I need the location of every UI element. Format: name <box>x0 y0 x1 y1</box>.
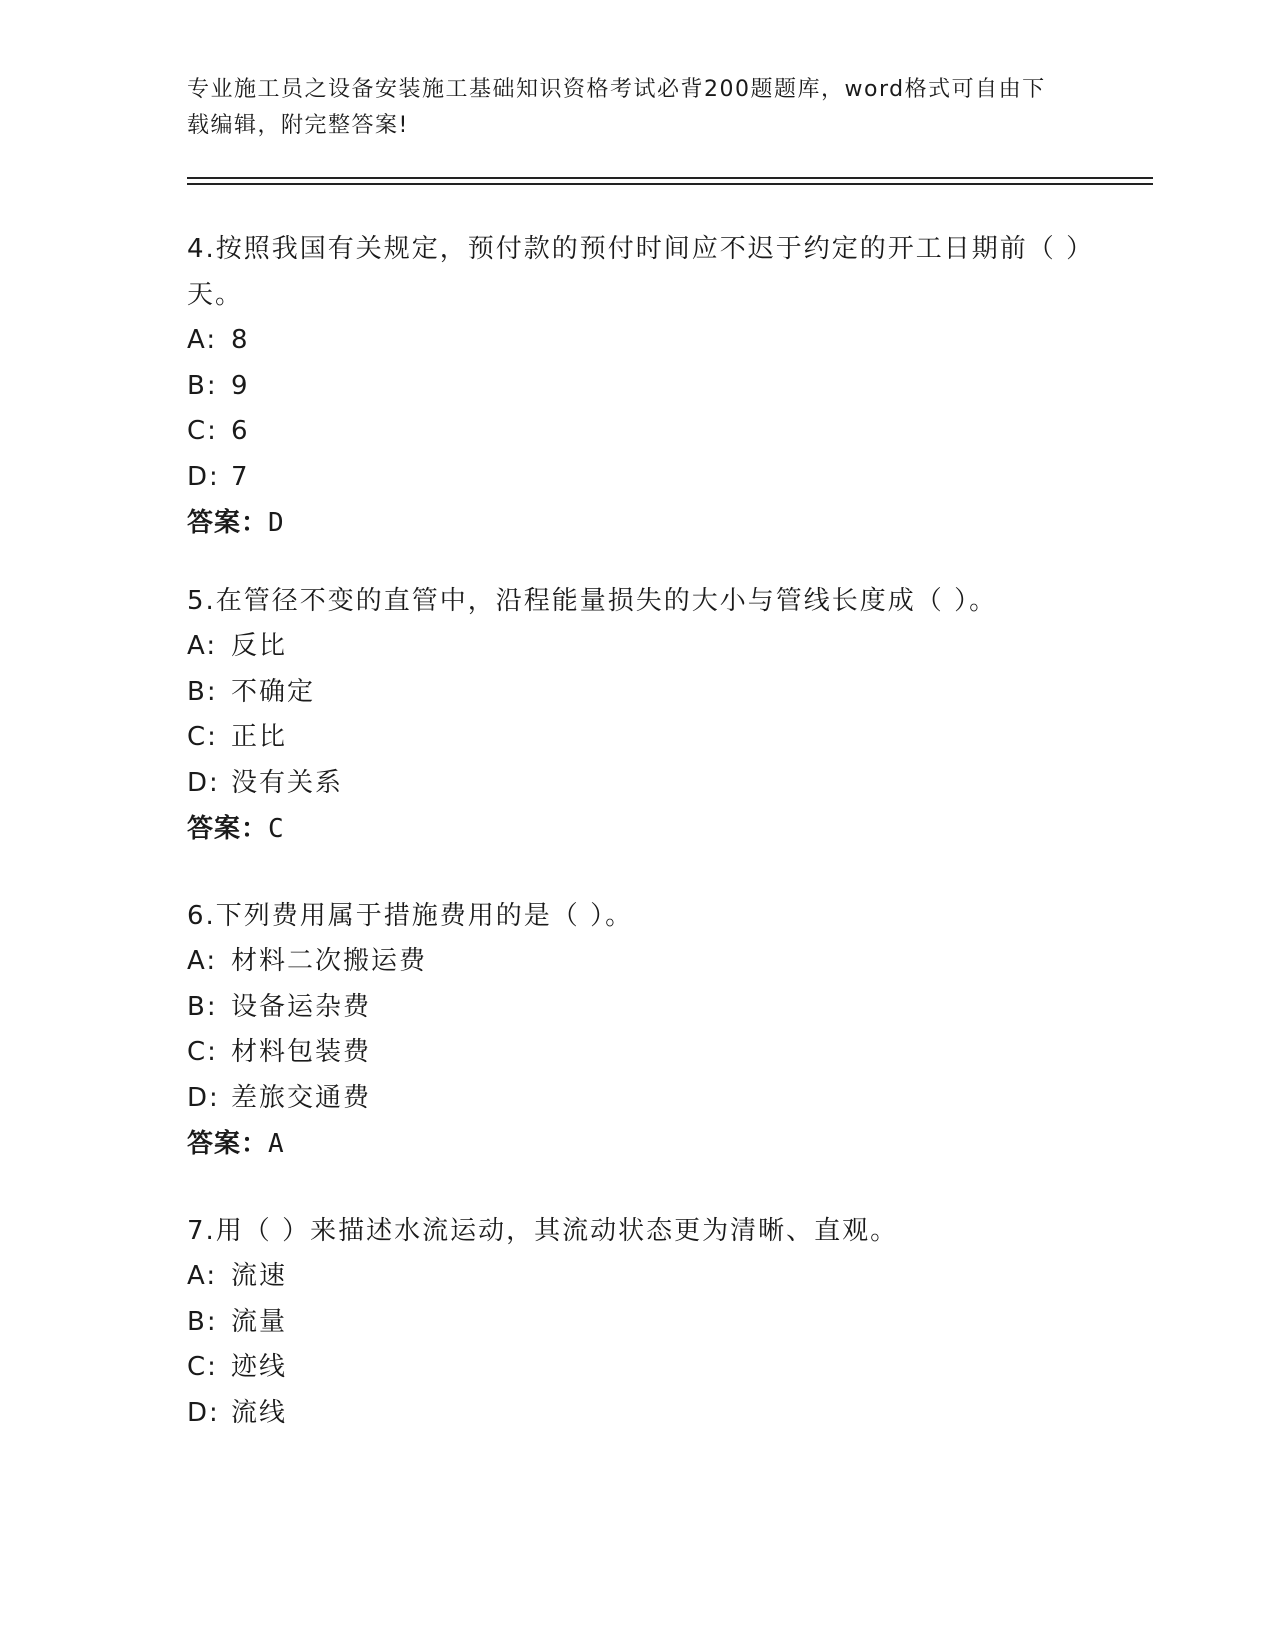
option-c <box>187 1030 1087 1076</box>
option-text: 流量 <box>231 1306 288 1337</box>
question-6 <box>187 893 1087 1167</box>
option-b <box>187 364 1087 410</box>
question-stem: 6.下列费用属于措施费用的是（ ）。 <box>187 901 634 931</box>
option-b <box>187 1300 1087 1346</box>
answer-value: A <box>268 1129 285 1159</box>
document-header: 专业施工员之设备安装施工基础知识资格考试必背200题题库，word格式可自由下载编辑，附完整答案! <box>187 77 1046 138</box>
option-key: B: <box>187 370 218 401</box>
question-5 <box>187 578 1087 852</box>
header-divider-bottom <box>187 183 1153 185</box>
header-divider-top <box>187 177 1153 179</box>
option-b <box>187 670 1087 716</box>
option-text: 7 <box>231 461 250 492</box>
option-key: D: <box>187 1397 220 1428</box>
option-text: 不确定 <box>231 676 316 707</box>
option-key: A: <box>187 946 218 976</box>
option-d <box>187 1391 1087 1437</box>
option-key: A: <box>187 631 218 661</box>
answer-label: 答案： <box>187 1129 269 1159</box>
question-4 <box>187 226 1087 546</box>
answer-label: 答案： <box>187 508 269 538</box>
question-stem: 5.在管径不变的直管中，沿程能量损失的大小与管线长度成（ ）。 <box>187 586 998 616</box>
question-stem: 4.按照我国有关规定，预付款的预付时间应不迟于约定的开工日期前（ ）天。 <box>187 234 1082 310</box>
answer-value: D <box>268 508 285 538</box>
option-key: B: <box>187 991 218 1022</box>
option-text: 差旅交通费 <box>231 1082 372 1113</box>
option-c <box>187 409 1087 455</box>
option-b <box>187 985 1087 1031</box>
option-key: D: <box>187 461 220 492</box>
option-text: 9 <box>231 370 250 401</box>
option-text: 材料包装费 <box>231 1037 372 1067</box>
option-key: D: <box>187 767 220 798</box>
option-key: B: <box>187 1306 218 1337</box>
option-c <box>187 715 1087 761</box>
option-text: 迹线 <box>231 1352 288 1382</box>
option-key: C: <box>187 416 218 446</box>
option-a <box>187 1254 1087 1300</box>
option-c <box>187 1345 1087 1391</box>
option-text: 正比 <box>231 722 288 752</box>
option-d <box>187 761 1087 807</box>
option-key: C: <box>187 722 218 752</box>
answer-line <box>187 806 1087 852</box>
option-key: B: <box>187 676 218 707</box>
option-a <box>187 939 1087 985</box>
option-text: 材料二次搬运费 <box>231 946 428 976</box>
option-key: D: <box>187 1082 220 1113</box>
option-key: A: <box>187 325 218 355</box>
answer-line <box>187 1121 1087 1167</box>
option-text: 流线 <box>231 1397 288 1428</box>
answer-line <box>187 500 1087 546</box>
option-text: 反比 <box>231 631 288 661</box>
option-d <box>187 455 1087 501</box>
option-text: 设备运杂费 <box>231 991 372 1022</box>
question-stem: 7.用（ ）来描述水流运动，其流动状态更为清晰、直观。 <box>187 1216 899 1246</box>
option-key: A: <box>187 1261 218 1291</box>
answer-label: 答案： <box>187 814 269 844</box>
option-key: C: <box>187 1352 218 1382</box>
option-a <box>187 624 1087 670</box>
option-d <box>187 1076 1087 1122</box>
option-key: C: <box>187 1037 218 1067</box>
option-text: 没有关系 <box>231 767 344 798</box>
option-text: 8 <box>231 325 250 355</box>
option-a <box>187 318 1087 364</box>
answer-value: C <box>268 814 285 844</box>
question-7 <box>187 1208 1087 1436</box>
option-text: 流速 <box>231 1261 288 1291</box>
option-text: 6 <box>231 416 250 446</box>
